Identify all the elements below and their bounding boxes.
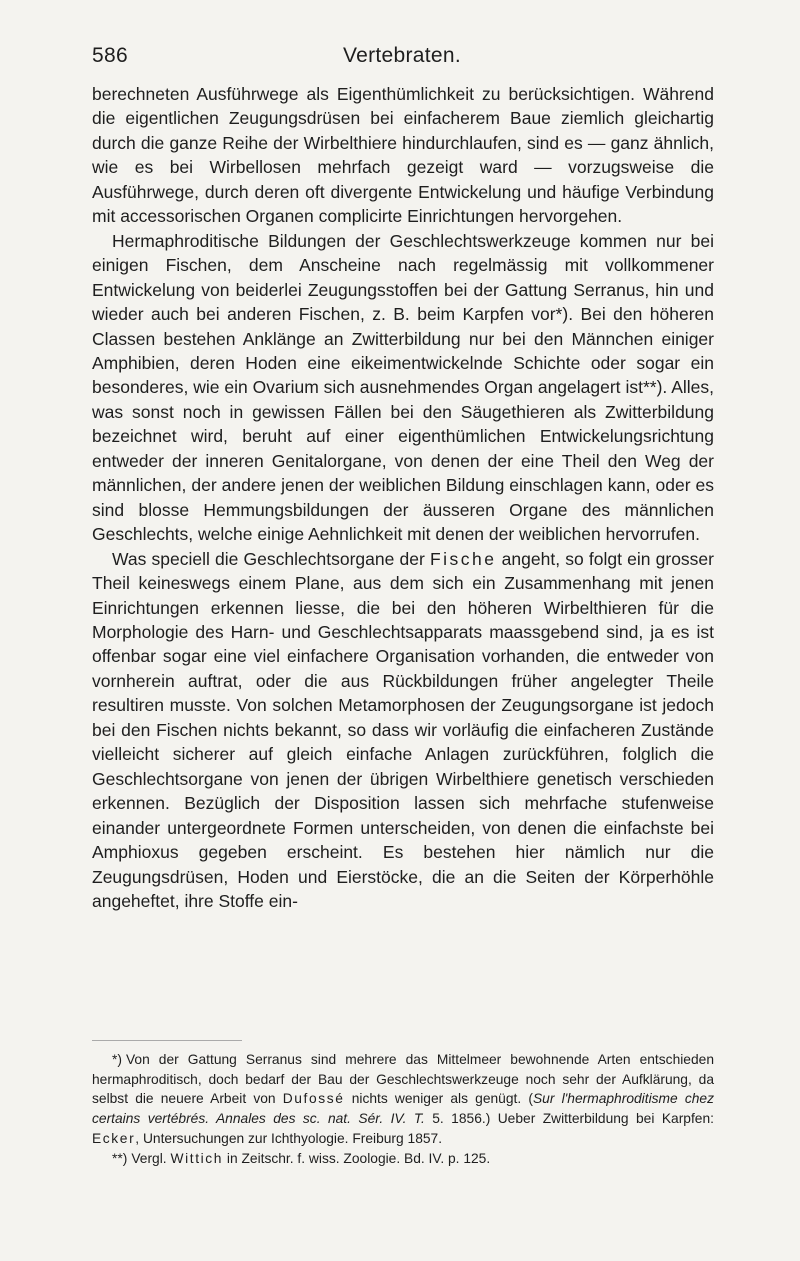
footnote-1-text-a: Von der Gattung Serranus sind mehrere das Mittelmeer bewohnende Arten entschieden hermaphroditisch, doch bedarf der Bau der Geschlechtswerkzeuge noch sehr der Aufklärung, da selbst die neuere Arbeit von (92, 1052, 714, 1107)
footnote-2-marker: **) (112, 1150, 128, 1166)
footnote-2-text-b: in Zeitschr. f. wiss. Zoologie. Bd. IV. p. 125. (223, 1150, 491, 1166)
footnote-2-author: Wittich (170, 1150, 224, 1166)
footnotes (92, 1050, 714, 1168)
footnote-1-marker: *) (112, 1052, 122, 1067)
body-text (92, 82, 714, 913)
footnote-1-text-b: nichts weniger als genügt. ( (344, 1091, 533, 1107)
footnote-1 (92, 1050, 714, 1149)
paragraph-2: Hermaphroditische Bildungen der Geschlechtswerkzeuge kommen nur bei einigen Fischen, dem Anscheine nach regelmässig mit vollkommener Entwickelung von beiderlei Zeugungsstoffen bei der Gattung Serranus, hin und wieder auch bei anderen Fischen, z. B. beim Karpfen vor*). Bei den höheren Classen bestehen Anklänge an Zwitterbildung nur bei den Männchen einiger Amphibien, deren Hoden eine eikeimentwickelnde Schichte oder sogar ein besonderes, wie ein Ovarium sich ausnehmendes Organ angelagert ist**). Alles, was sonst noch in gewissen Fällen bei den Säugethieren als Zwitterbildung bezeichnet wird, beruht auf einer eigenthümlichen Entwickelungsrichtung entweder der inneren Genitalorgane, von denen der eine Theil den Weg der männlichen, der andere jenen der weiblichen Bildung einschlagen kann, oder es sind blosse Hemmungsbildungen der äusseren Organe des männlichen Geschlechts, welche einige Aehnlichkeit mit denen der weiblichen hervorrufen. (92, 230, 714, 545)
footnote-1-title: Sur l'hermaphroditisme chez certains vertébrés. Annales des sc. nat. Sér. IV. T. (92, 1091, 714, 1127)
footnote-rule (92, 1040, 242, 1041)
page-header (92, 44, 712, 74)
paragraph-1: berechneten Ausführwege als Eigenthümlichkeit zu berücksichtigen. Während die eigentlichen Zeugungsdrüsen bei einfacherem Baue ziemlich gleichartig durch die ganze Reihe der Wirbelthiere hindurchlaufen, sind es — ganz ähnlich, wie es bei Wirbellosen mehrfach gezeigt ward — vorzugsweise die Ausführwege, durch deren oft divergente Entwickelung und häufige Verbindung mit accessorischen Organen complicirte Einrichtungen hervorgehen. (92, 84, 714, 227)
footnote-1-text-d: , Untersuchungen zur Ichthyologie. Freiburg 1857. (135, 1130, 443, 1146)
footnote-1-text-c: 5. 1856.) Ueber Zwitterbildung bei Karpfen: (424, 1111, 714, 1127)
footnote-2 (92, 1149, 714, 1169)
running-title: Vertebraten. (342, 44, 461, 67)
footnote-1-author-b: Ecker (92, 1130, 136, 1146)
paragraph-3 (92, 547, 714, 914)
paragraph-3-text-a: Was speciell die Geschlechtsorgane der (112, 548, 430, 569)
paragraph-3-text-b: angeht, so folgt ein grosser Theil keineswegs einem Plane, aus dem sich ein Zusammenhang mit jenen Einrichtungen erkennen liesse, die bei den höheren Wirbelthieren für die Morphologie des Harn- und Geschlechtsapparats maassgebend sind, ja es ist offenbar sogar eine viel einfachere Organisation vorhanden, die entweder von vornherein auftrat, oder die aus Rückbildungen früher angelegter Theile resultiren musste. Von solchen Metamorphosen der Zeugungsorgane ist jedoch bei den Fischen nichts bekannt, so dass wir vorläufig die einfacheren Zustände vielleicht sicherer auf gleich einfache Anlagen zurückführen, folglich die Geschlechtsorgane von jenen der übrigen Wirbelthiere genetisch verschieden erkennen. Bezüglich der Disposition lassen sich mehrfache stufenweise einander untergeordnete Formen unterscheiden, von denen die einfachste bei Amphioxus gegeben erscheint. Es bestehen hier nämlich nur die Zeugungsdrüsen, Hoden und Eierstöcke, die an die Seiten der Körperhöhle angeheftet, ihre Stoffe ein- (92, 548, 714, 911)
footnote-2-text-a: Vergl. (131, 1150, 171, 1166)
footnote-1-author-a: Dufossé (282, 1091, 345, 1107)
emphasis-fische: Fische (429, 548, 497, 569)
page-number: 586 (92, 44, 128, 67)
